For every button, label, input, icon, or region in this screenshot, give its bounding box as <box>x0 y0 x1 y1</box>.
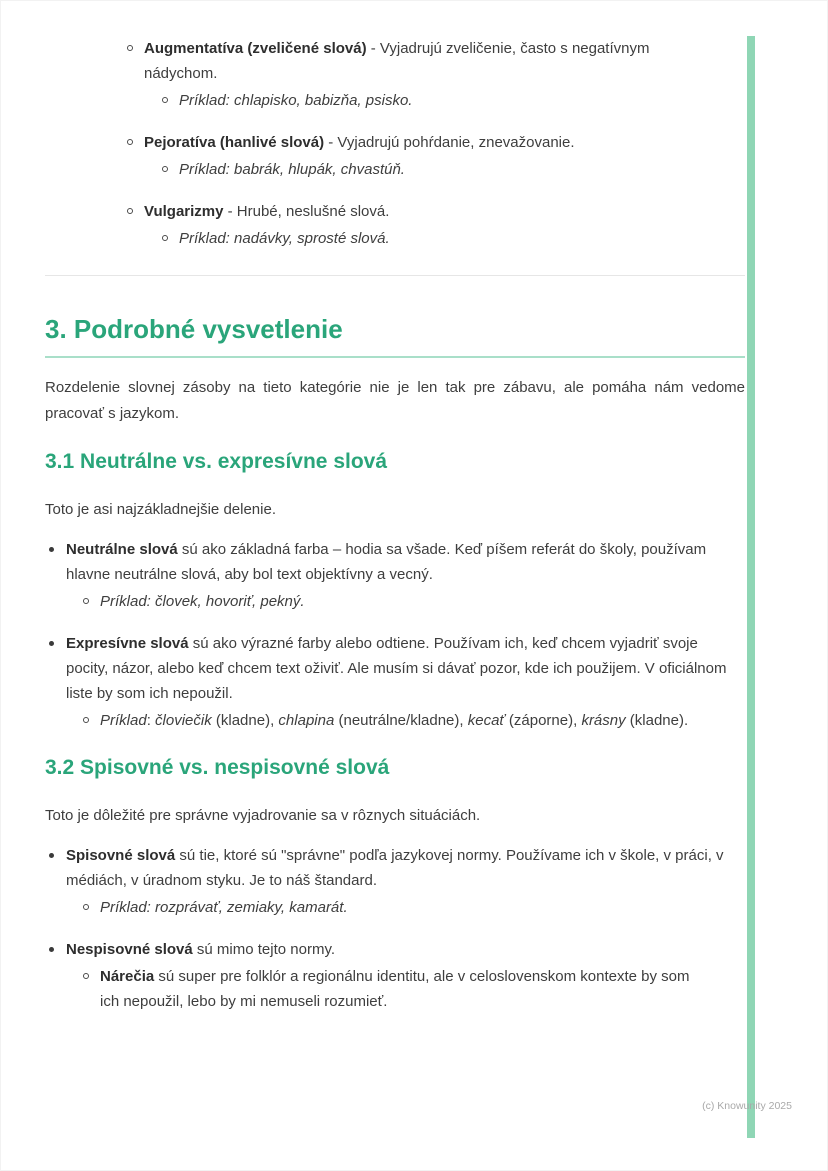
watermark: (c) Knowunity 2025 <box>702 1100 792 1112</box>
example-text: Príklad: rozprávať, zemiaky, kamarát. <box>100 899 348 916</box>
list-item-text: Pejoratíva (hanlivé slová) - Vyjadrujú pohŕdanie, znevažovanie. <box>144 134 575 151</box>
list-item <box>49 631 745 733</box>
circle-bullet-icon <box>83 598 89 604</box>
section-intro-paragraph: Rozdelenie slovnej zásoby na tieto kategórie nie je len tak pre zábavu, ale pomáha nám vedome pracovať s jazykom. <box>45 379 745 422</box>
bullet-icon <box>49 641 54 646</box>
subsection-heading-31: 3.1 Neutrálne vs. expresívne slová <box>45 450 388 473</box>
list-item-lead <box>49 537 745 587</box>
accent-stripe <box>747 36 755 1138</box>
list-item <box>127 199 745 251</box>
bullet-icon <box>49 947 54 952</box>
list-item-lead <box>49 843 745 893</box>
circle-bullet-icon <box>83 904 89 910</box>
list-item-text: Spisovné slová sú tie, ktoré sú "správne" podľa jazykovej normy. Používame ich v škole, v práci, v médiách, v úradnom styku. Je to náš štandard. <box>66 847 724 889</box>
example-text: Príklad: babrák, hlupák, chvastúň. <box>179 161 405 178</box>
neutral-vs-expressive-list <box>49 537 745 733</box>
list-item <box>127 36 745 113</box>
circle-bullet-icon <box>83 717 89 723</box>
subsection-31-intro-paragraph: Toto je asi najzákladnejšie delenie. <box>45 501 276 518</box>
list-item-text: Neutrálne slová sú ako základná farba – hodia sa všade. Keď píšem referát do školy, používam hlavne neutrálne slová, aby bol text objektívny a vecný. <box>66 541 707 583</box>
circle-bullet-icon <box>162 97 168 103</box>
circle-bullet-icon <box>127 208 133 214</box>
bullet-icon <box>49 853 54 858</box>
list-item-lead <box>127 36 745 86</box>
list-item <box>49 537 745 614</box>
circle-bullet-icon <box>83 973 89 979</box>
list-item <box>49 937 745 1014</box>
list-item-text: Expresívne slová sú ako výrazné farby alebo odtiene. Používam ich, keď chcem vyjadriť svoje pocity, názor, alebo keď chcem text oživiť. Ale musím si dávať pozor, kde ich použijem. V oficiálnom liste by som ich nepoužil. <box>66 635 727 702</box>
list-subitem <box>162 157 745 182</box>
list-subitem <box>83 708 745 733</box>
list-item-lead <box>49 937 745 962</box>
circle-bullet-icon <box>162 166 168 172</box>
example-text: Príklad: človek, hovoriť, pekný. <box>100 593 305 610</box>
list-subitem <box>162 88 745 113</box>
list-subitem <box>83 895 745 920</box>
circle-bullet-icon <box>162 235 168 241</box>
document-content <box>45 36 745 1014</box>
list-item-lead <box>127 130 745 155</box>
example-text: Príklad: chlapisko, babizňa, psisko. <box>179 92 413 109</box>
list-item <box>49 843 745 920</box>
example-text: Príklad: nadávky, sprosté slová. <box>179 230 390 247</box>
list-subitem <box>162 226 745 251</box>
list-subitem-text: Nárečia sú super pre folklór a regionálnu identitu, ale v celoslovenskom kontexte by som ich nepoužil, lebo by mi nemuseli rozumieť. <box>100 968 690 1010</box>
list-subitem <box>83 589 745 614</box>
list-item-lead <box>127 199 745 224</box>
circle-bullet-icon <box>127 139 133 145</box>
example-text: Príklad: človiečik (kladne), chlapina (neutrálne/kladne), kecať (záporne), krásny (kladne). <box>100 712 689 729</box>
subsection-heading-32: 3.2 Spisovné vs. nespisovné slová <box>45 756 390 779</box>
section-heading: 3. Podrobné vysvetlenie <box>45 314 745 358</box>
circle-bullet-icon <box>127 45 133 51</box>
subsection-32-intro-paragraph: Toto je dôležité pre správne vyjadrovanie sa v rôznych situáciách. <box>45 807 481 824</box>
standard-vs-nonstandard-list <box>49 843 745 1014</box>
section-divider <box>45 275 745 276</box>
list-subitem <box>83 964 745 1014</box>
list-item-lead <box>49 631 745 706</box>
list-item <box>127 130 745 182</box>
bullet-icon <box>49 547 54 552</box>
word-categories-list <box>127 36 745 251</box>
list-item-text: Nespisovné slová sú mimo tejto normy. <box>66 941 335 958</box>
list-item-text: Vulgarizmy - Hrubé, neslušné slová. <box>144 203 390 220</box>
list-item-text: Augmentatíva (zveličené slová) - Vyjadrujú zveličenie, často s negatívnym nádychom. <box>144 40 650 82</box>
